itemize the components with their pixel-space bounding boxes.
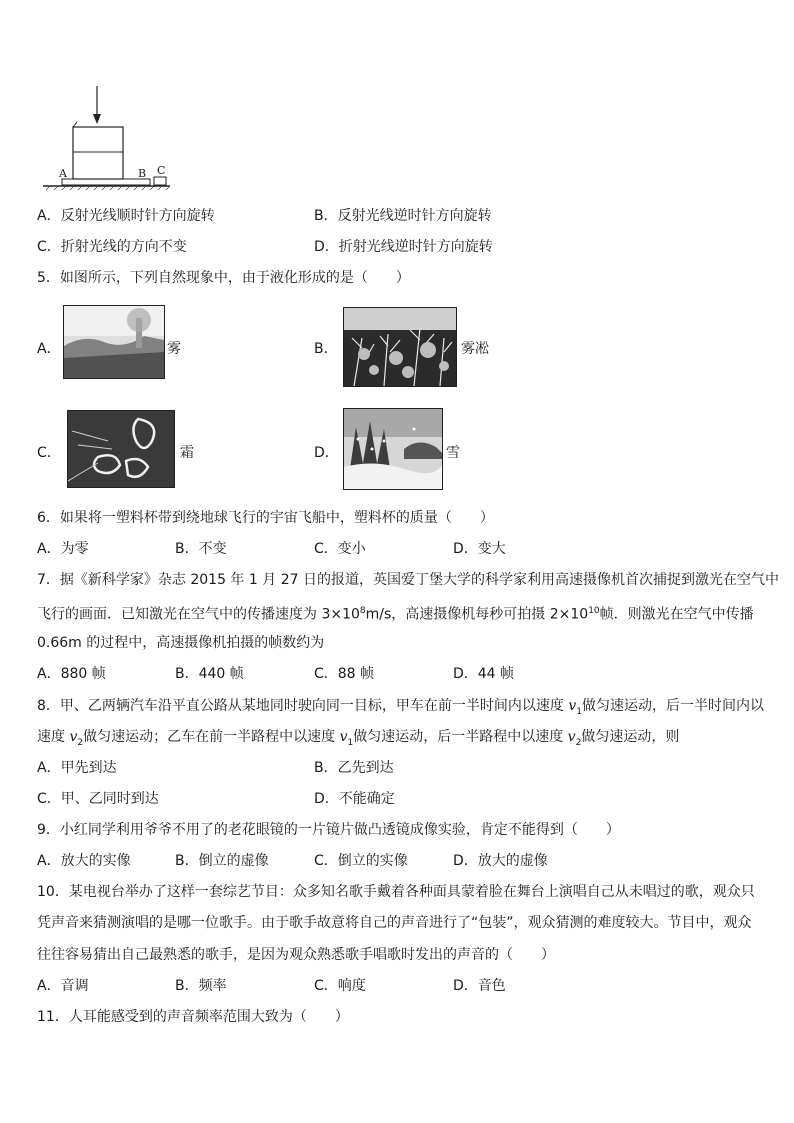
q4-option-a: A．反射光线顺时针方向旋转 [37, 208, 215, 224]
q8-v1-symbol-b: v [339, 729, 348, 745]
q4-option-d: D．折射光线逆时针方向旋转 [314, 239, 493, 255]
q8-option-d: D．不能确定 [314, 791, 395, 807]
q7-line-2-b: m/s，高速摄像机每秒可拍摄 2×10 [365, 606, 589, 623]
q5-option-a-caption: 雾 [167, 341, 181, 357]
q5-stem: 5．如图所示，下列自然现象中，由于液化形成的是（ ） [37, 270, 410, 286]
q8-v2-symbol-b: v [567, 729, 576, 745]
q5-option-c-letter: C． [37, 445, 61, 461]
q7-line-2-c: 帧．则激光在空气中传播 [599, 606, 754, 623]
q8-v1-sub: 1 [576, 706, 583, 717]
q4-option-c: C．折射光线的方向不变 [37, 239, 187, 255]
q8-v1-symbol: v [568, 698, 577, 714]
q10-line-1: 10．某电视台举办了这样一套综艺节目：众多知名歌手戴着各种面具蒙着脸在舞台上演唱自己从未唱过的歌，观众只 [37, 884, 755, 900]
q7-exp-8: 8 [359, 606, 366, 616]
q8-v2-symbol-a: v [69, 729, 78, 745]
q8-line-2-b: 做匀速运动；乙车在前一半路程中以速度 [83, 729, 340, 745]
q7-exp-10: 10 [588, 606, 600, 616]
q4-label-b: B [138, 167, 147, 180]
q7-option-c: C．88 帧 [314, 666, 375, 682]
q6-option-c: C．变小 [314, 541, 366, 557]
q7-option-a: A．880 帧 [37, 666, 106, 682]
q10-option-d: D．音色 [453, 978, 506, 994]
q7-line-2 [37, 601, 754, 625]
q10-line-3: 往往容易猜出自己最熟悉的歌手，是因为观众熟悉歌手唱歌时发出的声音的（ ） [37, 947, 555, 963]
q9-option-d: D．放大的虚像 [453, 853, 548, 869]
q4-option-b: B．反射光线逆时针方向旋转 [314, 208, 492, 224]
q4-figure [40, 84, 180, 194]
q7-option-d: D．44 帧 [453, 666, 515, 682]
q7-line-1: 7．据《新科学家》杂志 2015 年 1 月 27 日的报道，英国爱丁堡大学的科学家利用高速摄像机首次捕捉到激光在空气中 [37, 572, 779, 588]
q9-option-c: C．倒立的实像 [314, 853, 408, 869]
q8-v2-sub-a: 2 [77, 737, 84, 748]
q10-option-b: B．频率 [175, 978, 227, 994]
q5-option-b-caption: 雾凇 [461, 341, 489, 357]
q10-option-a: A．音调 [37, 978, 89, 994]
q5-option-b-letter: B． [314, 341, 338, 357]
q4-label-a: A [59, 167, 67, 180]
q8-line-2-a: 速度 [37, 729, 70, 745]
q5-photo-snow [343, 408, 443, 490]
q5-photo-frost [67, 410, 175, 488]
q8-option-b: B．乙先到达 [314, 760, 394, 776]
q5-option-a-letter: A． [37, 341, 61, 357]
q8-line-1-a: 8．甲、乙两辆汽车沿平直公路从某地同时驶向同一目标，甲车在前一半时间内以速度 [37, 698, 569, 714]
q5-option-d-caption: 雪 [446, 445, 460, 461]
q10-line-2: 凭声音来猜测演唱的是哪一位歌手。由于歌手故意将自己的声音进行了“包装”，观众猜测的难度较大。节目中，观众 [37, 915, 752, 931]
q7-option-b: B．440 帧 [175, 666, 244, 682]
q6-stem: 6．如果将一塑料杯带到绕地球飞行的宇宙飞船中，塑料杯的质量（ ） [37, 510, 494, 526]
q5-photo-rime [343, 307, 457, 387]
q8-line-2 [37, 727, 679, 753]
q4-label-c: C [157, 164, 166, 177]
q5-option-d-letter: D． [314, 445, 339, 461]
q7-line-3: 0.66m 的过程中，高速摄像机拍摄的帧数约为 [37, 635, 325, 651]
q5-photo-fog [63, 305, 165, 379]
q5-option-c-caption: 霜 [180, 445, 194, 461]
q8-line-1 [37, 696, 764, 722]
q8-line-1-b: 做匀速运动，后一半时间内以 [582, 698, 765, 714]
q9-stem: 9．小红同学利用爷爷不用了的老花眼镜的一片镜片做凸透镜成像实验，肯定不能得到（ ） [37, 822, 620, 838]
q6-option-a: A．为零 [37, 541, 89, 557]
q8-v1-sub-b: 1 [347, 737, 354, 748]
q9-option-a: A．放大的实像 [37, 853, 131, 869]
q7-line-2-a: 飞行的画面．已知激光在空气中的传播速度为 3×10 [37, 606, 360, 623]
q8-line-2-d: 做匀速运动，则 [581, 729, 680, 745]
q6-option-b: B．不变 [175, 541, 227, 557]
q8-line-2-c: 做匀速运动，后一半路程中以速度 [353, 729, 568, 745]
q9-option-b: B．倒立的虚像 [175, 853, 269, 869]
q11-stem: 11．人耳能感受到的声音频率范围大致为（ ） [37, 1009, 349, 1025]
q6-option-d: D．变大 [453, 541, 506, 557]
q10-option-c: C．响度 [314, 978, 366, 994]
q8-v2-sub-b: 2 [575, 737, 582, 748]
q8-option-c: C．甲、乙同时到达 [37, 791, 159, 807]
q8-option-a: A．甲先到达 [37, 760, 117, 776]
